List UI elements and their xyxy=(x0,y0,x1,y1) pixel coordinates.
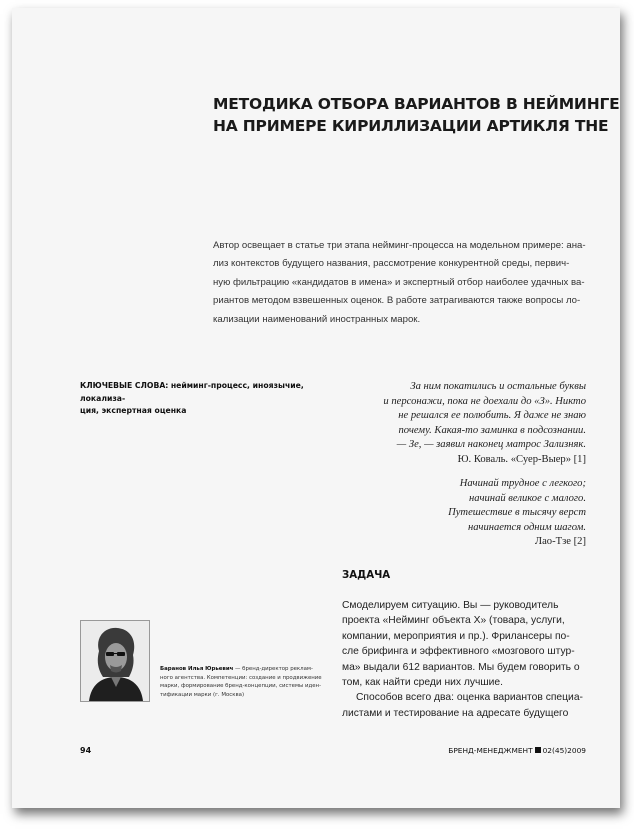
body-text xyxy=(342,598,604,721)
epigraph-line: начинается одним шагом. xyxy=(467,521,586,533)
epigraph-line: почему. Какая-то заминка в подсознании. xyxy=(398,424,586,436)
epigraph-line: Путешествие в тысячу верст xyxy=(448,507,586,519)
body-line: сле брифинга и эффективного «мозгового штур- xyxy=(342,646,575,658)
abstract-line: лиз контекстов будущего названия, рассмотрение конкурентной среды, первич- xyxy=(213,258,570,270)
abstract xyxy=(213,237,598,329)
epigraph-attribution: Ю. Коваль. «Суер-Выер» [1] xyxy=(457,453,586,465)
article-title xyxy=(213,93,620,137)
body-line: Смоделируем ситуацию. Вы — руководитель xyxy=(342,600,559,611)
keywords-label: КЛЮЧЕВЫЕ СЛОВА: xyxy=(80,381,169,390)
author-bio xyxy=(160,665,330,699)
section-heading: ЗАДАЧА xyxy=(342,570,391,581)
journal-name: БРЕНД-МЕНЕДЖМЕНТ xyxy=(448,746,533,755)
author-bio-text: — бренд-директор реклам- xyxy=(233,666,313,672)
author-photo xyxy=(80,620,150,702)
keywords-text: ция, экспертная оценка xyxy=(80,406,187,415)
epigraph-attribution: Лао-Тзе [2] xyxy=(534,536,586,548)
abstract-line: ную фильтрацию «кандидатов в имена» и экспертный отбор наиболее удачных ва- xyxy=(213,276,585,288)
body-line: том, как найти среди них лучшие. xyxy=(342,677,504,689)
body-line: ма» выдали 612 вариантов. Мы будем говорить о xyxy=(342,661,580,673)
epigraph-laozi xyxy=(448,477,586,550)
journal-issue: 02(45)2009 xyxy=(542,746,586,755)
epigraph-line: За ним покатились и остальные буквы xyxy=(410,381,586,392)
body-line: проекта «Нейминг объекта Х» (товара, услуги, xyxy=(342,615,565,627)
abstract-line: кализации наименований иностранных марок. xyxy=(213,313,421,325)
body-line: листами и тестирование на адресате будущего xyxy=(342,707,569,719)
epigraph-line: Начинай трудное с легкого; xyxy=(459,478,586,489)
epigraph-line: и персонажи, пока не доехали до «З». Никто xyxy=(383,395,586,407)
epigraph-line: начинай великое с малого. xyxy=(469,492,586,504)
title-line: МЕТОДИКА ОТБОРА ВАРИАНТОВ В НЕЙМИНГЕ xyxy=(213,95,620,113)
author-bio-line: марки, формирование бренд-концепции, системы иден- xyxy=(160,683,322,690)
epigraph-line: не решался ее полюбить. Я даже не знаю xyxy=(398,410,586,422)
abstract-line: Автор освещает в статье три этапа нейминг-процесса на модельном примере: ана- xyxy=(213,240,586,251)
keywords xyxy=(80,380,320,418)
author-name: Баранов Илья Юрьевич xyxy=(160,666,234,672)
abstract-line: риантов методом взвешенных оценок. В работе затрагиваются также вопросы ло- xyxy=(213,295,581,307)
epigraph-koval xyxy=(383,380,586,468)
title-line: НА ПРИМЕРЕ КИРИЛЛИЗАЦИИ АРТИКЛЯ THE xyxy=(213,117,609,135)
body-line: компании, мероприятия и пр.). Фрилансеры по- xyxy=(342,630,570,642)
epigraph-line: — Зе, — заявил наконец матрос Зализняк. xyxy=(396,439,586,451)
author-bio-line: тификации марки (г. Москва) xyxy=(160,691,245,698)
author-bio-line: ного агентства. Компетенции: создание и продвижение xyxy=(160,674,322,681)
page-number: 94 xyxy=(80,746,92,755)
body-line: Способов всего два: оценка вариантов специа- xyxy=(356,692,583,704)
journal-footer xyxy=(448,746,586,755)
keywords-text: нейминг-процесс, иноязычие, локализа- xyxy=(80,381,304,403)
square-bullet-icon xyxy=(535,747,541,753)
author-portrait-image xyxy=(81,621,149,701)
